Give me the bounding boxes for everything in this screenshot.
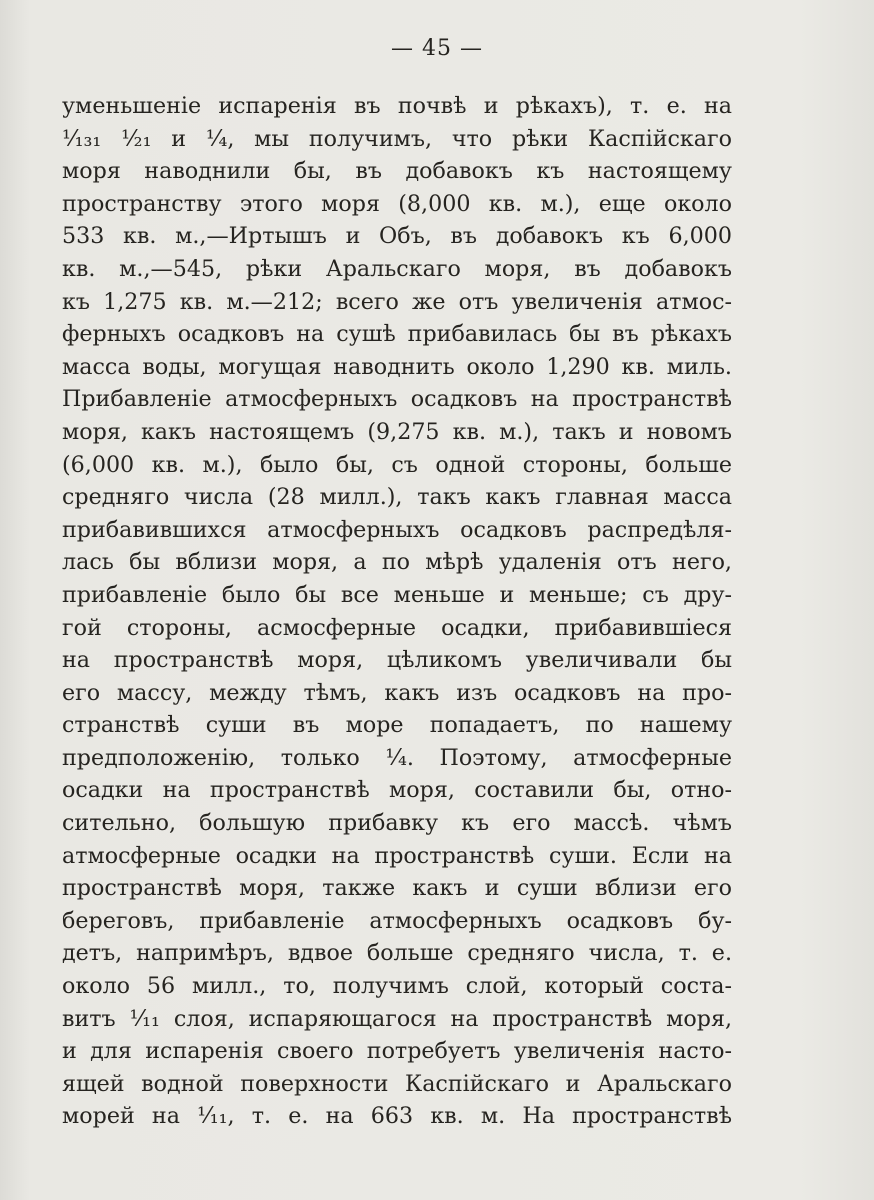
text-line-9: масса воды, могущая наводнить около 1,290 кв. миль. xyxy=(62,353,732,380)
text-line-12: (6,000 кв. м.), было бы, съ одной стороны, больше xyxy=(62,451,732,478)
text-line-24: атмосферные осадки на пространствѣ суши. Если на xyxy=(62,842,732,869)
text-line-10: Прибавленіе атмосферныхъ осадковъ на пространствѣ xyxy=(62,386,732,413)
text-line-8: ферныхъ осадковъ на сушѣ прибавилась бы въ рѣкахъ xyxy=(62,321,732,348)
text-line-32: морей на ¹⁄₁₁, т. е. на 663 кв. м. На пространствѣ xyxy=(62,1103,732,1130)
text-line-30: и для испаренія своего потребуетъ увеличенія насто- xyxy=(62,1038,732,1065)
text-line-15: лась бы вблизи моря, а по мѣрѣ удаленія отъ него, xyxy=(62,549,732,576)
text-line-21: предположенію, только ¹⁄₄. Поэтому, атмосферные xyxy=(62,744,732,771)
body-text xyxy=(62,90,732,1133)
text-line-20: странствѣ суши въ море попадаетъ, по нашему xyxy=(62,712,732,739)
text-line-22: осадки на пространствѣ моря, составили бы, отно- xyxy=(62,777,732,804)
text-line-19: его массу, между тѣмъ, какъ изъ осадковъ на про- xyxy=(62,679,732,706)
text-line-28: около 56 милл., то, получимъ слой, который соста- xyxy=(62,973,732,1000)
text-line-25: пространствѣ моря, также какъ и суши вблизи его xyxy=(62,875,732,902)
text-line-2: ¹⁄₁₃₁ ¹⁄₂₁ и ¹⁄₄, мы получимъ, что рѣки Каспійскаго xyxy=(62,125,732,152)
text-line-29: витъ ¹⁄₁₁ слоя, испаряющагося на пространствѣ моря, xyxy=(62,1005,732,1032)
text-line-17: гой стороны, асмосферные осадки, прибавившіеся xyxy=(62,614,732,641)
text-line-11: моря, какъ настоящемъ (9,275 кв. м.), такъ и новомъ xyxy=(62,418,732,445)
text-line-26: береговъ, прибавленіе атмосферныхъ осадковъ бу- xyxy=(62,907,732,934)
text-line-18: на пространствѣ моря, цѣликомъ увеличивали бы xyxy=(62,647,732,674)
text-line-6: кв. м.,—545, рѣки Аральскаго моря, въ добавокъ xyxy=(62,255,732,282)
text-line-7: къ 1,275 кв. м.—212; всего же отъ увеличенія атмос- xyxy=(62,288,732,315)
text-line-27: детъ, напримѣръ, вдвое больше средняго числа, т. е. xyxy=(62,940,732,967)
text-line-1: уменьшеніе испаренія въ почвѣ и рѣкахъ), т. е. на xyxy=(62,93,732,119)
text-line-31: ящей водной поверхности Каспійскаго и Аральскаго xyxy=(62,1070,732,1097)
text-line-3: моря наводнили бы, въ добавокъ къ настоящему xyxy=(62,158,732,185)
text-line-14: прибавившихся атмосферныхъ осадковъ распредѣля- xyxy=(62,516,732,543)
page-number: — 45 — xyxy=(391,36,483,61)
text-line-13: средняго числа (28 милл.), такъ какъ главная масса xyxy=(62,484,732,511)
text-line-5: 533 кв. м.,—Иртышъ и Объ, въ добавокъ къ 6,000 xyxy=(62,223,732,250)
text-line-23: сительно, большую прибавку къ его массѣ. чѣмъ xyxy=(62,810,732,837)
text-line-4: пространству этого моря (8,000 кв. м.), еще около xyxy=(62,190,732,217)
text-line-16: прибавленіе было бы все меньше и меньше; съ дру- xyxy=(62,581,732,608)
